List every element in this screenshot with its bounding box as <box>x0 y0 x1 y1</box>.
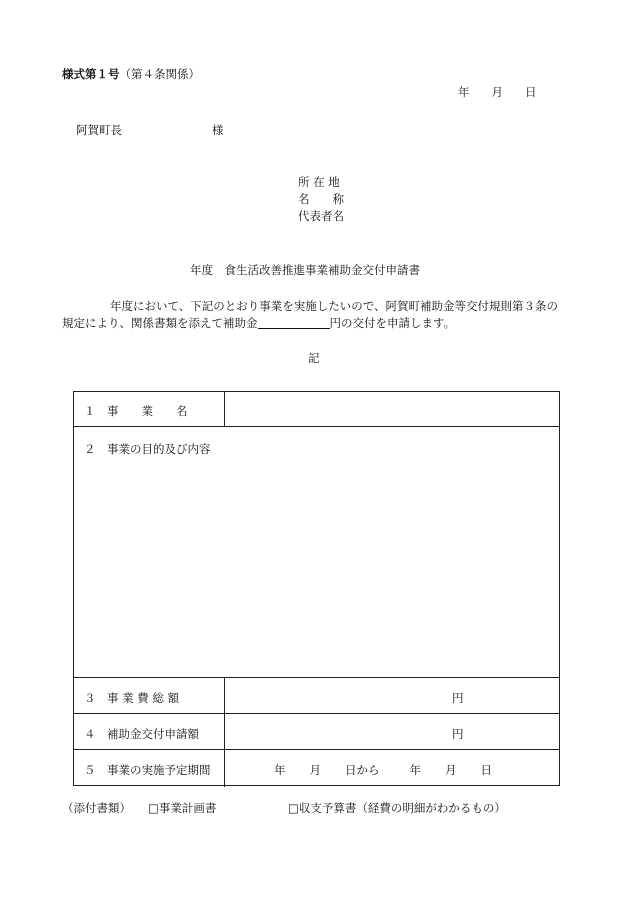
subsidy-amount-label: ４ 補助金交付申請額 <box>84 727 199 741</box>
total-cost-label-cell <box>74 678 225 713</box>
attachments-label: （添付書類） <box>62 801 131 815</box>
form-reference: （第４条関係） <box>119 67 200 81</box>
date-month: 月 <box>491 85 503 99</box>
amount-blank[interactable] <box>258 316 330 329</box>
applicant-address-label: 所 在 地 <box>298 175 340 189</box>
project-name-label: １ 事 業 名 <box>84 404 188 418</box>
table-row-period <box>74 750 559 787</box>
period-values <box>274 762 492 778</box>
attachments-line <box>62 800 506 816</box>
addressee-name: 阿賀町長 <box>76 123 122 137</box>
period-start-year: 年 <box>274 763 286 777</box>
application-table <box>73 391 560 786</box>
body-paragraph <box>62 298 568 332</box>
applicant-block <box>298 174 344 225</box>
period-label-cell <box>74 750 225 787</box>
table-row-subsidy-amount <box>74 714 559 750</box>
document-title: 年度 食生活改善推進事業補助金交付申請書 <box>190 263 420 277</box>
table-row-purpose <box>74 427 559 678</box>
period-end-day: 日 <box>480 763 492 777</box>
applicant-name-label: 名 称 <box>298 192 344 206</box>
applicant-rep-label: 代表者名 <box>298 209 344 223</box>
subsidy-amount-label-cell <box>74 714 225 749</box>
attachment-business-plan[interactable]: □事業計画書 <box>148 801 217 815</box>
period-label: ５ 事業の実施予定期間 <box>84 763 211 777</box>
table-row-total-cost <box>74 678 559 714</box>
date-year: 年 <box>458 85 470 99</box>
date-line <box>458 84 537 100</box>
form-number <box>62 66 200 82</box>
table-row-project-name <box>74 392 559 427</box>
form-number-text: 様式第１号 <box>62 67 120 81</box>
date-day: 日 <box>525 85 537 99</box>
period-start-month: 月 <box>309 763 321 777</box>
purpose-label: ２ 事業の目的及び内容 <box>84 442 211 456</box>
period-end-month: 月 <box>445 763 457 777</box>
period-start-day: 日から <box>345 763 380 777</box>
project-name-label-cell <box>74 392 225 426</box>
total-cost-label: ３ 事 業 費 総 額 <box>84 691 180 705</box>
body-line-2: 円の交付を申請します。 <box>329 316 456 330</box>
addressee-honorific: 様 <box>212 123 224 137</box>
total-cost-yen: 円 <box>452 691 464 705</box>
body-line-1: 年度において、下記のとおり事業を実施したいので、阿賀町補助金等交付規則第３条の規定により、関係書類を添えて補助金 <box>62 299 559 330</box>
period-end-year: 年 <box>409 763 421 777</box>
attachment-budget[interactable]: □収支予算書（経費の明細がわかるもの） <box>288 801 506 815</box>
subsidy-amount-yen: 円 <box>452 727 464 741</box>
ki-heading: 記 <box>308 351 320 365</box>
